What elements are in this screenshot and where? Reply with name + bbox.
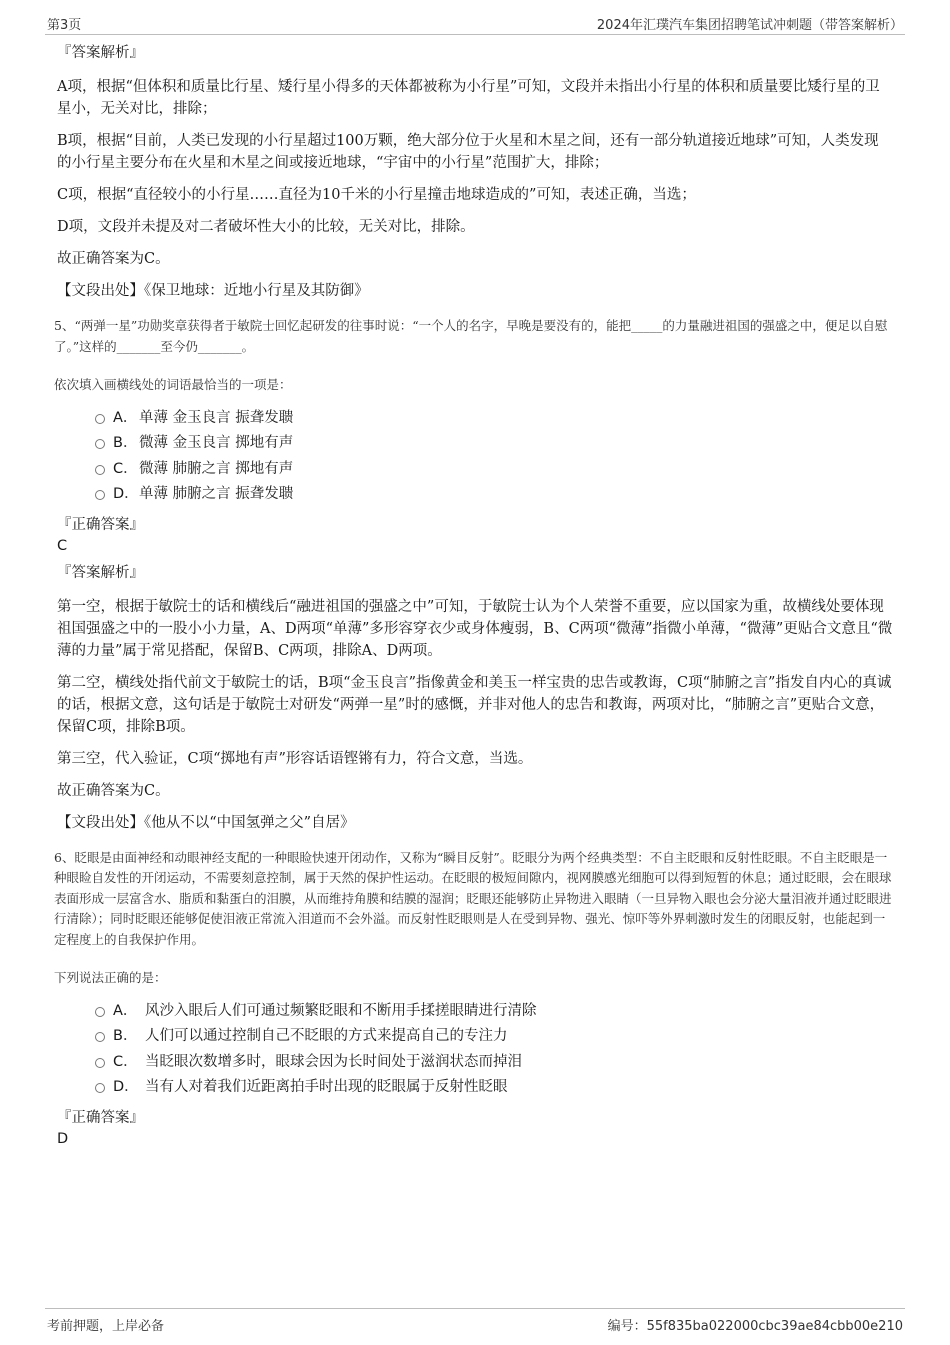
option-text: 单薄 金玉良言 振聋发聩: [139, 409, 294, 426]
q5-source: 【文段出处】《他从不以“中国氢弹之父”自居》: [57, 814, 355, 831]
option-key: D．: [113, 1079, 139, 1095]
option-key: D．: [113, 486, 139, 502]
radio-icon[interactable]: [95, 1083, 105, 1093]
q4-conclusion: 故正确答案为C。: [57, 251, 170, 267]
q5-option-a[interactable]: [93, 406, 893, 432]
option-text: 单薄 肺腑之言 振聋发聩: [139, 486, 294, 502]
option-key: C．: [113, 1053, 138, 1070]
q4-analysis-b: B项，根据“目前，人类已发现的小行星超过100万颗，绝大部分位于火星和木星之间，还有一部分轨道接近地球”可知，人类发现的小行星主要分布在火星和木星之间或接近地球，“宇宙中的小行星”范围扩大，排除；: [57, 133, 879, 171]
q6-correct-answer: D: [57, 1130, 69, 1147]
q5-correct-label: 『正确答案』: [57, 516, 144, 533]
radio-icon[interactable]: [95, 1007, 105, 1017]
option-text: 风沙入眼后人们可通过频繁眨眼和不断用手揉搓眼睛进行清除: [145, 1002, 537, 1019]
option-text: 当眨眼次数增多时，眼球会因为长时间处于滋润状态而掉泪: [145, 1053, 522, 1070]
q5-option-d[interactable]: [93, 482, 893, 508]
q5-analysis-2: 第二空，横线处指代前文于敏院士的话，B项“金玉良言”指像黄金和美玉一样宝贵的忠告或教诲，C项“肺腑之言”指发自内心的真诚的话，根据文意，这句话是于敏院士对研发“两弹一星”时的感慨，并非对他人的忠告和教诲，两项对比，“肺腑之言”更贴合文意，保留C项，排除B项。: [57, 674, 892, 735]
q6-prompt: 下列说法正确的是：: [54, 970, 167, 985]
option-text: 人们可以通过控制自己不眨眼的方式来提高自己的专注力: [145, 1028, 508, 1044]
q5-prompt: 依次填入画横线处的词语最恰当的一项是：: [54, 377, 292, 392]
option-key: B．: [113, 435, 138, 451]
q5-analysis-label: 『答案解析』: [57, 564, 144, 581]
option-key: B．: [113, 1028, 138, 1044]
option-text: 当有人对着我们近距离拍手时出现的眨眼属于反射性眨眼: [145, 1079, 508, 1095]
q6-option-c[interactable]: [93, 1050, 893, 1076]
option-text: 微薄 肺腑之言 掷地有声: [139, 460, 294, 477]
footer-slogan: 考前押题，上岸必备: [47, 1319, 165, 1334]
page-number: 第3页: [47, 18, 82, 33]
document-title: 2024年汇璞汽车集团招聘笔试冲刺题（带答案解析）: [596, 18, 903, 33]
q5-stem: 5、“两弹一星”功勋奖章获得者于敏院士回忆起研发的往事时说：“一个人的名字，早晚是要没有的，能把_____的力量融进祖国的强盛之中，便足以自慰了。”这样的_______至今仍_______。: [54, 318, 888, 354]
q6-stem: 6、眨眼是由面神经和动眼神经支配的一种眼睑快速开闭动作，又称为“瞬目反射”。眨眼分为两个经典类型：不自主眨眼和反射性眨眼。不自主眨眼是一种眼睑自发性的开闭运动，不需要刻意控制，属于天然的保护性运动。在眨眼的极短间隙内，视网膜感光细胞可以得到短暂的休息；通过眨眼，会在眼球表面形成一层富含水、脂质和黏蛋白的泪膜，从而维持角膜和结膜的湿润；眨眼还能够防止异物进入眼睛（一旦异物入眼也会分泌大量泪液并通过眨眼进行清除）；同时眨眼还能够促使泪液正常流入泪道而不会外溢。而反射性眨眼则是人在受到异物、强光、惊吓等外界刺激时发生的闭眼反射，也能起到一定程度上的自我保护作用。: [54, 849, 892, 947]
option-key: A．: [113, 1002, 138, 1019]
q5-analysis-3: 第三空，代入验证，C项“掷地有声”形容话语铿锵有力，符合文意，当选。: [57, 750, 533, 767]
page-content: [54, 42, 893, 1149]
q4-analysis-d: D项，文段并未提及对二者破坏性大小的比较，无关对比，排除。: [57, 219, 475, 235]
q4-analysis-label: 『答案解析』: [57, 45, 144, 61]
radio-icon[interactable]: [95, 1058, 105, 1068]
option-key: C．: [113, 460, 138, 477]
option-key: A．: [113, 409, 138, 426]
page-footer: [45, 1308, 905, 1339]
q6-options: [93, 999, 893, 1101]
radio-icon[interactable]: [95, 1032, 105, 1042]
q5-option-b[interactable]: [93, 431, 893, 457]
q4-source: 【文段出处】《保卫地球：近地小行星及其防御》: [57, 283, 369, 299]
radio-icon[interactable]: [95, 465, 105, 475]
q6-option-d[interactable]: [93, 1075, 893, 1101]
q6-correct-label: 『正确答案』: [57, 1109, 144, 1126]
q5-correct-answer: C: [57, 537, 68, 554]
q4-analysis-c: C项，根据“直径较小的小行星……直径为10千米的小行星撞击地球造成的”可知，表述正确，当选；: [57, 187, 696, 203]
radio-icon[interactable]: [95, 414, 105, 424]
page-header: [45, 12, 905, 35]
q6-option-b[interactable]: [93, 1024, 893, 1050]
radio-icon[interactable]: [95, 490, 105, 500]
option-text: 微薄 金玉良言 掷地有声: [139, 435, 294, 451]
q5-conclusion: 故正确答案为C。: [57, 782, 170, 799]
document-serial: 编号：55f835ba022000cbc39ae84cbb00e210: [607, 1319, 903, 1334]
q6-option-a[interactable]: [93, 999, 893, 1025]
radio-icon[interactable]: [95, 439, 105, 449]
q5-analysis-1: 第一空，根据于敏院士的话和横线后“融进祖国的强盛之中”可知，于敏院士认为个人荣誉不重要，应以国家为重，故横线处要体现祖国强盛之中的一股小小力量，A、D两项“单薄”多形容穿衣少或身体瘦弱，B、C两项“微薄”指微小单薄，“微薄”更贴合文意且“微薄的力量”属于常见搭配，保留B、C两项，排除A、D两项。: [57, 598, 893, 659]
q5-option-c[interactable]: [93, 457, 893, 483]
q5-options: [93, 406, 893, 508]
q4-analysis-a: A项，根据“但体积和质量比行星、矮行星小得多的天体都被称为小行星”可知，文段并未指出小行星的体积和质量要比矮行星的卫星小，无关对比，排除；: [57, 79, 880, 117]
